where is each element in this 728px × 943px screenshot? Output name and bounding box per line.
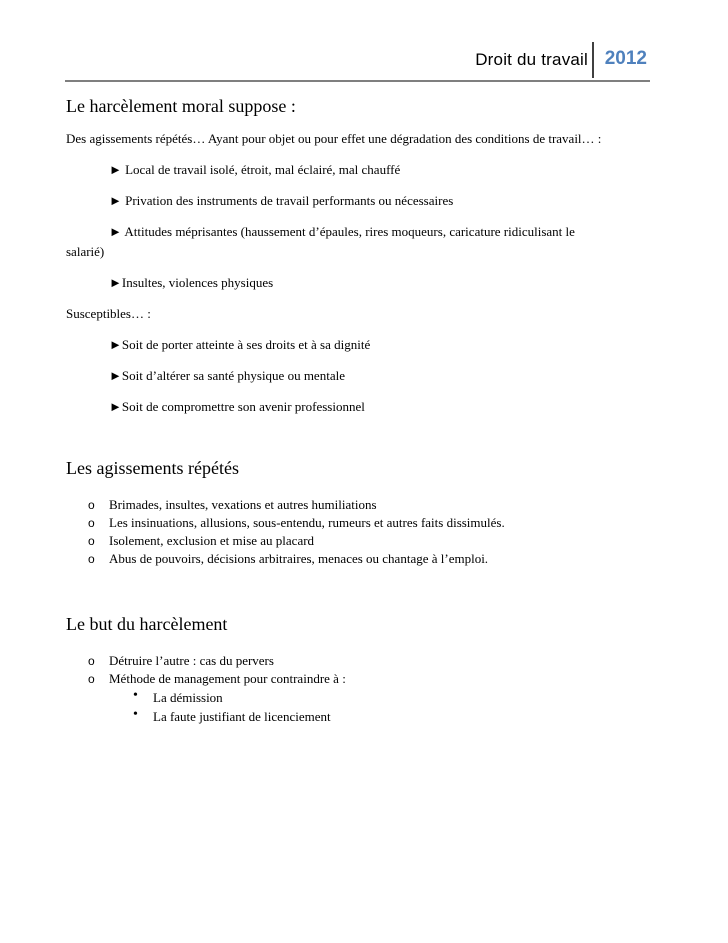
list-item: Détruire l’autre : cas du pervers <box>109 653 274 668</box>
list-item: Méthode de management pour contraindre à : <box>109 671 346 686</box>
sublist-item: La démission <box>153 690 223 705</box>
header-rule <box>65 80 650 82</box>
section1-susceptibles: Susceptibles… : <box>66 306 151 321</box>
section1-heading: Le harcèlement moral suppose : <box>66 96 296 116</box>
list-bullet: o <box>88 654 95 668</box>
list-bullet: o <box>88 552 95 566</box>
section1-item-3: ► Attitudes méprisantes (haussement d’épaules, rires moqueurs, caricature ridiculisant le <box>109 224 575 239</box>
header-title: Droit du travail <box>475 50 588 69</box>
section1-item2-1: ►Soit de porter atteinte à ses droits et à sa dignité <box>109 337 371 352</box>
list-bullet: o <box>88 534 95 548</box>
sublist-bullet: • <box>133 707 138 722</box>
section1-item-4: ►Insultes, violences physiques <box>109 275 274 290</box>
section2-heading: Les agissements répétés <box>66 458 239 478</box>
section1-item2-3: ►Soit de compromettre son avenir professionnel <box>109 399 365 414</box>
section1-item2-2: ►Soit d’altérer sa santé physique ou mentale <box>109 368 345 383</box>
sublist-bullet: • <box>133 688 138 703</box>
sublist-item: La faute justifiant de licenciement <box>153 709 331 724</box>
section3-heading: Le but du harcèlement <box>66 614 228 634</box>
list-item: Les insinuations, allusions, sous-entendu, rumeurs et autres faits dissimulés. <box>109 515 505 530</box>
list-item: Brimades, insultes, vexations et autres humiliations <box>109 497 377 512</box>
section1-intro: Des agissements répétés… Ayant pour objet ou pour effet une dégradation des conditions de travail… : <box>66 131 602 146</box>
section1-item-3-cont: salarié) <box>66 244 105 259</box>
section1-item-1: ► Local de travail isolé, étroit, mal éclairé, mal chauffé <box>109 162 401 177</box>
list-item: Abus de pouvoirs, décisions arbitraires, menaces ou chantage à l’emploi. <box>109 551 489 566</box>
list-bullet: o <box>88 498 95 512</box>
section1-item-2: ► Privation des instruments de travail performants ou nécessaires <box>109 193 454 208</box>
list-bullet: o <box>88 516 95 530</box>
list-item: Isolement, exclusion et mise au placard <box>109 533 315 548</box>
header-separator <box>592 42 594 78</box>
page-header <box>0 42 650 80</box>
header-year: 2012 <box>604 48 647 69</box>
list-bullet: o <box>88 672 95 686</box>
